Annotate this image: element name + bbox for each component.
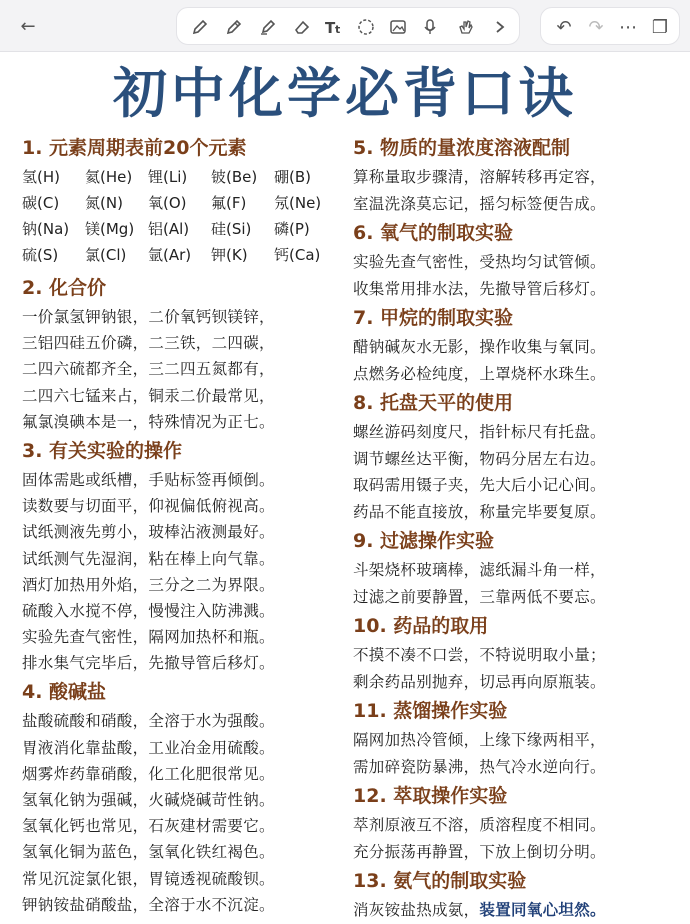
text-line: 氟氯溴碘本是一，特殊情况为正七。: [22, 412, 275, 431]
tool-group: [176, 7, 520, 45]
text-line: 实验先查气密性，受热均匀试管倾。: [353, 253, 606, 271]
text-line: 硫酸入水搅不停，慢慢注入防沸溅。: [22, 601, 275, 620]
text-line: 取码需用镊子夹，先大后小记心间。: [353, 476, 606, 494]
section-title: 1. 元素周期表前20个元素: [22, 137, 247, 159]
text-line: 斗架烧杯玻璃棒，滤纸漏斗角一样，: [353, 561, 606, 579]
section-title: 13. 氨气的制取实验: [353, 870, 527, 892]
element-cell: 碳(C): [22, 194, 60, 212]
svg-text:T: T: [325, 19, 336, 37]
text-line: 三铝四硅五价磷，二三铁，二四碳，: [22, 334, 275, 353]
element-cell: 氢(H): [22, 168, 60, 186]
undo-icon[interactable]: ↶: [556, 16, 572, 38]
element-cell: 氧(O): [148, 194, 187, 212]
text-line: 氢氧化钠为强碱，火碱烧碱苛性钠。: [22, 791, 275, 809]
element-cell: 磷(P): [274, 220, 310, 238]
element-cell: 氟(F): [211, 194, 247, 212]
page-title: 初中化学必背口诀: [113, 62, 577, 125]
section-title: 8. 托盘天平的使用: [353, 392, 514, 414]
element-cell: 氩(Ar): [148, 246, 192, 264]
text-line: 常见沉淀氯化银，胃镜透视硫酸钡。: [22, 869, 275, 888]
pen-icon[interactable]: [185, 11, 215, 43]
element-cell: 铝(Al): [148, 220, 190, 238]
section-title: 5. 物质的量浓度溶液配制: [353, 137, 571, 159]
section-title: 3. 有关实验的操作: [22, 439, 183, 462]
section-title: 9. 过滤操作实验: [353, 530, 495, 552]
marker-icon[interactable]: [253, 11, 283, 43]
text-line: 点燃务必检纯度，上罩烧杯水珠生。: [353, 364, 606, 383]
element-cell: 氮(N): [85, 194, 123, 212]
text-line: 盐酸硫酸和硝酸，全溶于水为强酸。: [22, 712, 275, 731]
text-line: 一价氯氢钾钠银，二价氧钙钡镁锌，: [22, 308, 275, 326]
element-cell: 锂(Li): [148, 168, 188, 186]
element-cell: 硼(B): [274, 168, 311, 186]
text-line: 隔网加热冷管倾，上缘下缘两相平，: [353, 731, 606, 749]
text-line: 实验先查气密性，隔网加热杯和瓶。: [22, 628, 275, 647]
right-column: [353, 132, 688, 924]
text-icon[interactable]: [319, 11, 349, 43]
image-icon[interactable]: [383, 11, 413, 43]
chevron-right-icon[interactable]: [485, 11, 515, 43]
text-line: 不摸不凑不口尝，不特说明取小量；: [353, 646, 606, 664]
element-cell: 硫(S): [22, 246, 59, 264]
text-line: 调节螺丝达平衡，物码分居左右边。: [353, 449, 606, 468]
text-line: 二四六硫都齐全，三二四五氮都有，: [22, 360, 275, 379]
element-cell: 钾(K): [211, 246, 248, 264]
text-line: 算称量取步骤清，溶解转移再定容，: [353, 168, 606, 186]
text-line: 收集常用排水法，先撤导管后移灯。: [353, 279, 606, 298]
element-cell: 铍(Be): [211, 168, 258, 186]
text-line: 醋钠碱灰水无影，操作收集与氧同。: [353, 338, 606, 356]
text-line: 试纸测液先剪小，玻棒沾液测最好。: [22, 523, 275, 542]
section-title: 10. 药品的取用: [353, 615, 489, 637]
section-title: 12. 萃取操作实验: [353, 785, 508, 807]
section-title: 7. 甲烷的制取实验: [353, 307, 514, 329]
eraser-icon[interactable]: [287, 11, 317, 43]
text-line: 烟雾炸药靠硝酸，化工化肥很常见。: [22, 764, 275, 783]
text-line: 酒灯加热用外焰，三分之二为界限。: [22, 575, 275, 594]
section-title: 4. 酸碱盐: [22, 681, 107, 704]
pencil-icon[interactable]: [219, 11, 249, 43]
element-cell: 镁(Mg): [85, 220, 135, 238]
element-cell: 硅(Si): [211, 220, 252, 238]
text-line: 螺丝游码刻度尺，指针标尺有托盘。: [353, 423, 606, 441]
element-grid: [22, 164, 357, 268]
text-line-part: 消灰铵盐热成氨，: [353, 901, 480, 919]
text-line: 固体需匙或纸槽，手贴标签再倾倒。: [22, 470, 275, 489]
text-line: 排水集气完毕后，先撤导管后移灯。: [22, 654, 275, 673]
text-line: 试纸测气先湿润，粘在棒上向气靠。: [22, 549, 275, 568]
element-cell: 氦(He): [85, 168, 133, 186]
text-line: 需加碎瓷防暴沸，热气冷水逆向行。: [353, 757, 606, 776]
text-line: 过滤之前要静置，三靠两低不要忘。: [353, 587, 606, 606]
text-line: 二四六七锰来占，铜汞二价最常见，: [22, 386, 275, 405]
element-cell: 氖(Ne): [274, 194, 322, 212]
text-line: 氢氧化钙也常见，石灰建材需要它。: [22, 817, 275, 836]
text-line: 剩余药品别抛弃，切忌再向原瓶装。: [353, 672, 606, 691]
text-line: 胃液消化靠盐酸，工业冶金用硫酸。: [22, 738, 275, 757]
text-line: 钾钠铵盐硝酸盐，全溶于水不沉淀。: [22, 895, 275, 914]
text-line: 药品不能直接放，称量完毕要复原。: [353, 502, 606, 521]
element-cell: 氯(Cl): [85, 246, 127, 264]
more-icon[interactable]: ⋯: [619, 16, 637, 38]
section-title: 11. 蒸馏操作实验: [353, 700, 508, 722]
text-line: 读数要与切面平，仰视偏低俯视高。: [22, 497, 275, 516]
text-line: 充分振荡再静置，下放上倒切分明。: [353, 842, 606, 861]
text-line: 氢氧化铜为蓝色，氢氧化铁红褐色。: [22, 843, 275, 862]
text-line-highlight: 装置同氧心坦然。: [479, 901, 606, 919]
text-line: 萃剂原液互不溶，质溶程度不相同。: [353, 816, 606, 834]
element-cell: 钠(Na): [22, 220, 70, 238]
element-cell: 钙(Ca): [274, 246, 321, 264]
lasso-icon[interactable]: [351, 11, 381, 43]
pages-icon[interactable]: ❐: [651, 16, 669, 38]
top-toolbar: [0, 0, 690, 52]
section-title: 2. 化合价: [22, 277, 107, 299]
redo-icon[interactable]: ↷: [588, 16, 604, 38]
action-group: [540, 7, 680, 45]
mic-icon[interactable]: [415, 11, 445, 43]
left-column: [22, 132, 357, 918]
section-title: 6. 氧气的制取实验: [353, 222, 514, 244]
hand-icon[interactable]: [451, 11, 481, 43]
back-icon[interactable]: ←: [20, 15, 36, 37]
svg-text:t: t: [335, 23, 341, 36]
text-line: 室温洗涤莫忘记，摇匀标签便告成。: [353, 194, 606, 213]
